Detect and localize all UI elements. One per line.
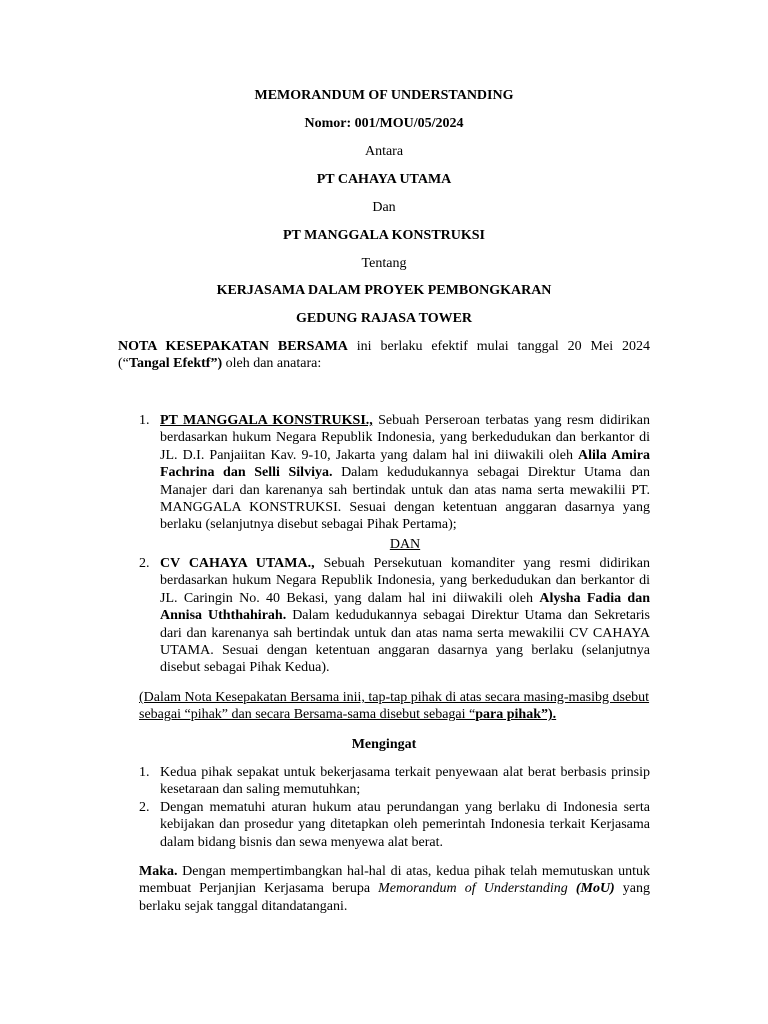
considering-heading: Mengingat (351, 737, 417, 752)
intro-text-a: ini berlaku efektif mulai tanggal 20 Mei 2024 (“ (118, 339, 650, 372)
considering-1-number: 1. (139, 765, 150, 780)
subject-line-2: GEDUNG RAJASA TOWER (295, 311, 473, 326)
party-2-name: CV CAHAYA UTAMA., (160, 556, 315, 571)
effective-date-term: Tangal Efektf”) (128, 356, 223, 372)
considering-2-text: Dengan mematuhi aturan hukum atau perundangan yang berlaku di Indonesia serta kebijakan dan prosedur yang ditetapkan oleh pemerintah Indonesia terkait Kerjasama dalam bidang bisnis dan sewa menyewa alat berat. (160, 800, 650, 850)
party-2-text-b: Dalam kedudukannya sebagai Direktur Utama dan Sekretaris dari dan karenanya sah bertindak untuk dan atas nama serta mewakilii CV CAHAYA UTAMA. Sesuai dengan ketentuan anggaran dasarnya yang berlaku (selanjutnya disebut sebagai Pihak Kedua). (160, 608, 650, 676)
conclusion-bold-lead: Maka. (139, 864, 178, 879)
parties-note (139, 689, 650, 724)
conclusion-paragraph (139, 863, 650, 915)
parties-note-text: (Dalam Nota Kesepakatan Bersama inii, tap-tap pihak di atas secara masing-masibg dsebut sebagai “pihak” dan secara Bersama-sama disebut sebagai “ (139, 690, 650, 723)
considering-2-number: 2. (139, 800, 150, 815)
para-pihak-term: para pihak”). (475, 707, 557, 723)
dan-separator: DAN (389, 537, 421, 552)
party-two-title: PT MANGGALA KONSTRUKSI (283, 228, 485, 243)
party-2-number: 2. (139, 556, 150, 571)
document-number: Nomor: 001/MOU/05/2024 (304, 116, 464, 131)
conclusion-text-b: yang berlaku sejak tanggal ditandatangani. (139, 881, 651, 914)
party-1-paragraph (160, 412, 650, 534)
about-label: Tentang (361, 256, 407, 271)
subject-line-1: KERJASAMA DALAM PROYEK PEMBONGKARAN (216, 283, 552, 298)
mou-abbreviation: (MoU) (575, 881, 615, 897)
party-2-text-a: Sebuah Persekutuan komanditer yang resmi didirikan berdasarkan hukum Negara Republik Indonesia, yang berkedudukan dan berkantor di JL. Caringin No. 40 Bekasi, yang dalam hal ini diiwakili oleh (160, 556, 650, 606)
intro-text-b: oleh dan anatara: (222, 356, 322, 372)
mou-italic-term: Memorandum of Understanding (378, 881, 568, 897)
party-2-representatives: Alysha Fadia dan Annisa Uththahirah. (160, 590, 650, 624)
intro-bold-lead: NOTA KESEPAKATAN BERSAMA (118, 339, 348, 354)
party-2-paragraph (160, 555, 650, 677)
party-1-representatives: Alila Amira Fachrina dan Selli Silviya. (160, 447, 650, 481)
party-one-title: PT CAHAYA UTAMA (316, 172, 452, 187)
between-label: Antara (364, 144, 404, 159)
document-title: MEMORANDUM OF UNDERSTANDING (254, 88, 514, 103)
and-label: Dan (372, 200, 396, 215)
intro-paragraph (118, 338, 650, 373)
party-1-text-a: Sebuah Perseroan terbatas yang resm didirikan berdasarkan hukum Negara Republik Indonesia, yang berkedudukan dan berkantor di JL. D.I. Panjaiitan Kav. 9-10, Jakarta yang dalam hal ini diiwakili oleh (160, 413, 650, 463)
party-1-name: PT MANGGALA KONSTRUKSI., (160, 413, 373, 428)
conclusion-text-a: Dengan mempertimbangkan hal-hal di atas, kedua pihak telah memutuskan untuk membuat Perjanjian Kerjasama berupa (139, 864, 650, 897)
party-1-number: 1. (139, 413, 150, 428)
party-1-text-b: Dalam kedudukannya sebagai Direktur Utama dan Manajer dari dan karenanya sah bertindak untuk dan atas nama serta mewakilii PT. MANGGALA KONSTRUKSI. Sesuai dengan ketentuan anggaran dasarnya yang berlaku (selanjutnya disebut sebagai Pihak Pertama); (160, 465, 651, 533)
considering-1-text: Kedua pihak sepakat untuk bekerjasama terkait penyewaan alat berat berbasis prinsip kesetaraan dan saling memutuhkan; (160, 765, 650, 798)
